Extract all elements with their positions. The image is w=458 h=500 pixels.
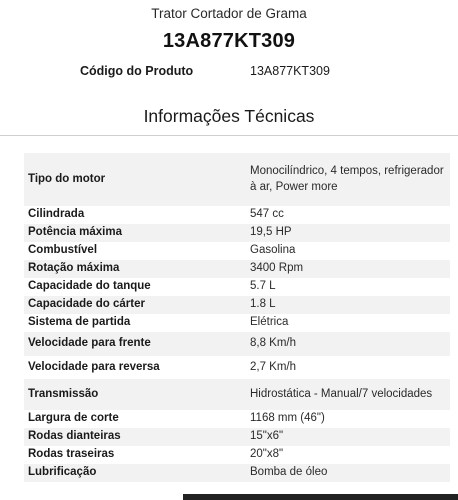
spec-value: 5.7 L: [246, 278, 450, 296]
spec-value: 547 cc: [246, 206, 450, 224]
spec-row: [24, 296, 450, 314]
spec-row: [24, 242, 450, 260]
spec-label: Velocidade para frente: [24, 332, 246, 356]
spec-value: Bomba de óleo: [246, 464, 450, 482]
spec-row: [24, 410, 450, 428]
spec-value: 19,5 HP: [246, 224, 450, 242]
spec-row: [24, 379, 450, 410]
spec-label: Tipo do motor: [24, 153, 246, 206]
spec-label: Potência máxima: [24, 224, 246, 242]
spec-row: [24, 260, 450, 278]
spec-row: [24, 332, 450, 356]
product-code-heading: 13A877KT309: [162, 30, 296, 52]
spec-row: [24, 153, 450, 206]
spec-value: 20"x8": [246, 446, 450, 464]
spec-row: [24, 224, 450, 242]
spec-label: Transmissão: [24, 379, 246, 410]
spec-value: Elétrica: [246, 314, 450, 332]
spec-row: [24, 356, 450, 379]
product-code-value: 13A877KT309: [250, 64, 330, 78]
spec-value: 15"x6": [246, 428, 450, 446]
spec-row: [24, 464, 450, 482]
spec-label: Capacidade do tanque: [24, 278, 246, 296]
spec-label: Sistema de partida: [24, 314, 246, 332]
spec-label: Cilindrada: [24, 206, 246, 224]
divider: [0, 135, 458, 136]
spec-row: [24, 446, 450, 464]
spec-row: [24, 314, 450, 332]
spec-label: Capacidade do cárter: [24, 296, 246, 314]
spec-value: 3400 Rpm: [246, 260, 450, 278]
spec-value: 1168 mm (46"): [246, 410, 450, 428]
spec-value: 1.8 L: [246, 296, 450, 314]
spec-value: Monocilíndrico, 4 tempos, refrigerador à ar, Power more: [246, 153, 450, 206]
spec-label: Velocidade para reversa: [24, 356, 246, 379]
bottom-edge: [0, 494, 458, 500]
spec-value: Gasolina: [246, 242, 450, 260]
spec-row: [24, 428, 450, 446]
spec-value: Hidrostática - Manual/7 velocidades: [246, 379, 450, 410]
product-code-label: Código do Produto: [80, 64, 194, 78]
spec-value: 8,8 Km/h: [246, 332, 450, 356]
product-title: Trator Cortador de Grama: [151, 6, 307, 21]
spec-label: Lubrificação: [24, 464, 246, 482]
spec-table: [24, 153, 450, 482]
section-title: Informações Técnicas: [143, 106, 315, 126]
spec-label: Rotação máxima: [24, 260, 246, 278]
spec-label: Largura de corte: [24, 410, 246, 428]
spec-label: Rodas traseiras: [24, 446, 246, 464]
spec-value: 2,7 Km/h: [246, 356, 450, 379]
spec-row: [24, 278, 450, 296]
spec-row: [24, 206, 450, 224]
spec-label: Rodas dianteiras: [24, 428, 246, 446]
spec-label: Combustível: [24, 242, 246, 260]
